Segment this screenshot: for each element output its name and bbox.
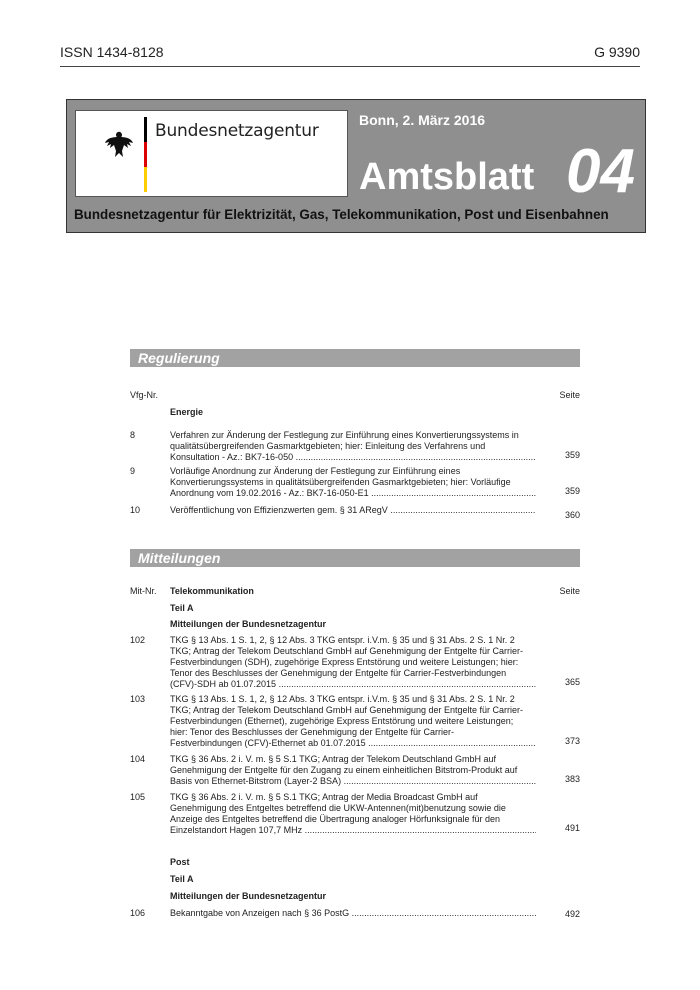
col-mit-nr: Mit-Nr. bbox=[130, 586, 157, 596]
entry-text: Konvertierungssystems in qualitätsübergreifenden Gasmarktgebieten; hier: Vorläufige bbox=[170, 477, 511, 487]
issn: ISSN 1434-8128 bbox=[60, 44, 164, 60]
masthead bbox=[66, 99, 646, 233]
entry-number: 105 bbox=[130, 792, 146, 802]
bulletin-subtitle: Bundesnetzagentur für Elektrizität, Gas, Telekommunikation, Post und Eisenbahnen bbox=[74, 207, 609, 222]
teil-a: Teil A bbox=[170, 874, 194, 884]
entry-text: qualitätsübergreifenden Gasmarktgebieten; hier: Einleitung des Verfahrens und bbox=[170, 441, 486, 451]
entry-page: 383 bbox=[564, 774, 580, 784]
col-seite: Seite bbox=[559, 586, 580, 596]
entry-text: TKG § 36 Abs. 2 i. V. m. § 5 S.1 TKG; Antrag der Telekom Deutschland GmbH auf bbox=[170, 754, 496, 764]
entry-number: 106 bbox=[130, 908, 146, 918]
entry-page: 373 bbox=[564, 736, 580, 746]
issue-number: 04 bbox=[566, 137, 635, 206]
entry-text: Festverbindungen (CFV)-Ethernet ab 01.07.2015 ..... bbox=[170, 738, 536, 749]
entry-page: 359 bbox=[564, 450, 580, 460]
top-line bbox=[60, 44, 640, 67]
category-post: Post bbox=[170, 857, 190, 867]
entry-text: Bekanntgabe von Anzeigen nach § 36 PostG ..... bbox=[170, 908, 536, 919]
federal-eagle-icon bbox=[104, 129, 134, 159]
section-regulierung: Regulierung bbox=[130, 349, 580, 367]
entry-text: Genehmigung der Entgelte für den Zugang zu einem einheitlichen Bitstrom-Produkt auf bbox=[170, 765, 518, 775]
list-item bbox=[130, 466, 580, 497]
col-vfg-nr: Vfg-Nr. bbox=[130, 390, 159, 400]
entry-text: Tenor des Beschlusses der Genehmigung der Entgelte für Carrier-Festverbindungen bbox=[170, 668, 507, 678]
entry-text: Veröffentlichung von Effizienzwerten gem. § 31 ARegV ..... bbox=[170, 505, 536, 516]
section-mitteilungen: Mitteilungen bbox=[130, 549, 580, 567]
entry-text: Verfahren zur Änderung der Festlegung zur Einführung eines Konvertierungssystems in bbox=[170, 430, 519, 440]
flag-bar bbox=[144, 117, 147, 192]
entry-number: 9 bbox=[130, 466, 136, 476]
entry-text: (CFV)-SDH ab 01.07.2015 ..... bbox=[170, 679, 536, 690]
agency-name: Bundesnetzagentur bbox=[155, 121, 319, 141]
entry-text: hier: Tenor des Beschlusses der Genehmigung der Entgelte für Carrier- bbox=[170, 727, 454, 737]
entry-text: Anordnung vom 19.02.2016 - Az.: BK7-16-050-E1 ..... bbox=[170, 488, 536, 499]
entry-text: Festverbindungen (SDH), zugehörige Express Entstörung und weitere Leistungen; hier: bbox=[170, 657, 519, 667]
teil-a: Teil A bbox=[170, 603, 194, 613]
subheading: Mitteilungen der Bundesnetzagentur bbox=[170, 891, 327, 901]
entry-page: 491 bbox=[564, 823, 580, 833]
entry-page: 492 bbox=[564, 909, 580, 919]
subheading: Mitteilungen der Bundesnetzagentur bbox=[170, 619, 327, 629]
list-item bbox=[130, 505, 580, 521]
entry-text: Einzelstandort Hagen 107,7 MHz ..... bbox=[170, 825, 536, 836]
list-item bbox=[130, 430, 580, 461]
category-telekommunikation: Telekommunikation bbox=[170, 586, 254, 596]
entry-text: TKG; Antrag der Telekom Deutschland GmbH auf Genehmigung der Entgelte für Carrier- bbox=[170, 705, 524, 715]
entry-text: TKG; Antrag der Telekom Deutschland GmbH auf Genehmigung der Entgelte für Carrier- bbox=[170, 646, 524, 656]
entry-number: 102 bbox=[130, 635, 146, 645]
bulletin-title: Amtsblatt bbox=[359, 156, 535, 198]
entry-page: 359 bbox=[564, 486, 580, 496]
list-item bbox=[130, 792, 580, 834]
entry-text: Basis von Ethernet-Bitstrom (Layer-2 BSA) ..... bbox=[170, 776, 536, 787]
agency-logo bbox=[75, 110, 348, 197]
entry-number: 104 bbox=[130, 754, 146, 764]
entry-text: TKG § 13 Abs. 1 S. 1, 2, § 12 Abs. 3 TKG entspr. i.V.m. § 35 und § 31 Abs. 2 S. 1 Nr. 2 bbox=[170, 694, 515, 704]
list-item bbox=[130, 635, 580, 688]
entry-text: TKG § 36 Abs. 2 i. V. m. § 5 S.1 TKG; Antrag der Media Broadcast GmbH auf bbox=[170, 792, 478, 802]
publication-code: G 9390 bbox=[594, 44, 640, 60]
entry-text: Konsultation - Az.: BK7-16-050 ..... bbox=[170, 452, 536, 463]
entry-number: 8 bbox=[130, 430, 136, 440]
list-item bbox=[130, 694, 580, 747]
entry-text: Festverbindungen (Ethernet), zugehörige Express Entstörung und weitere Leistungen; bbox=[170, 716, 514, 726]
issue-date: Bonn, 2. März 2016 bbox=[359, 112, 486, 128]
entry-text: TKG § 13 Abs. 1 S. 1, 2, § 12 Abs. 3 TKG entspr. i.V.m. § 35 und § 31 Abs. 2 S. 1 Nr. 2 bbox=[170, 635, 515, 645]
col-seite: Seite bbox=[559, 390, 580, 400]
entry-number: 103 bbox=[130, 694, 146, 704]
list-item bbox=[130, 754, 580, 785]
entry-text: Anzeige des Entgeltes betreffend die Übertragung analoger Hörfunksignale für den bbox=[170, 814, 501, 824]
entry-page: 365 bbox=[564, 677, 580, 687]
entry-number: 10 bbox=[130, 505, 141, 515]
entry-text: Genehmigung des Entgeltes betreffend die UKW-Antennen(mit)benutzung sowie die bbox=[170, 803, 506, 813]
entry-page: 360 bbox=[564, 510, 580, 520]
category-energie: Energie bbox=[170, 407, 204, 417]
entry-text: Vorläufige Anordnung zur Änderung der Festlegung zur Einführung eines bbox=[170, 466, 461, 476]
list-item bbox=[130, 908, 580, 920]
